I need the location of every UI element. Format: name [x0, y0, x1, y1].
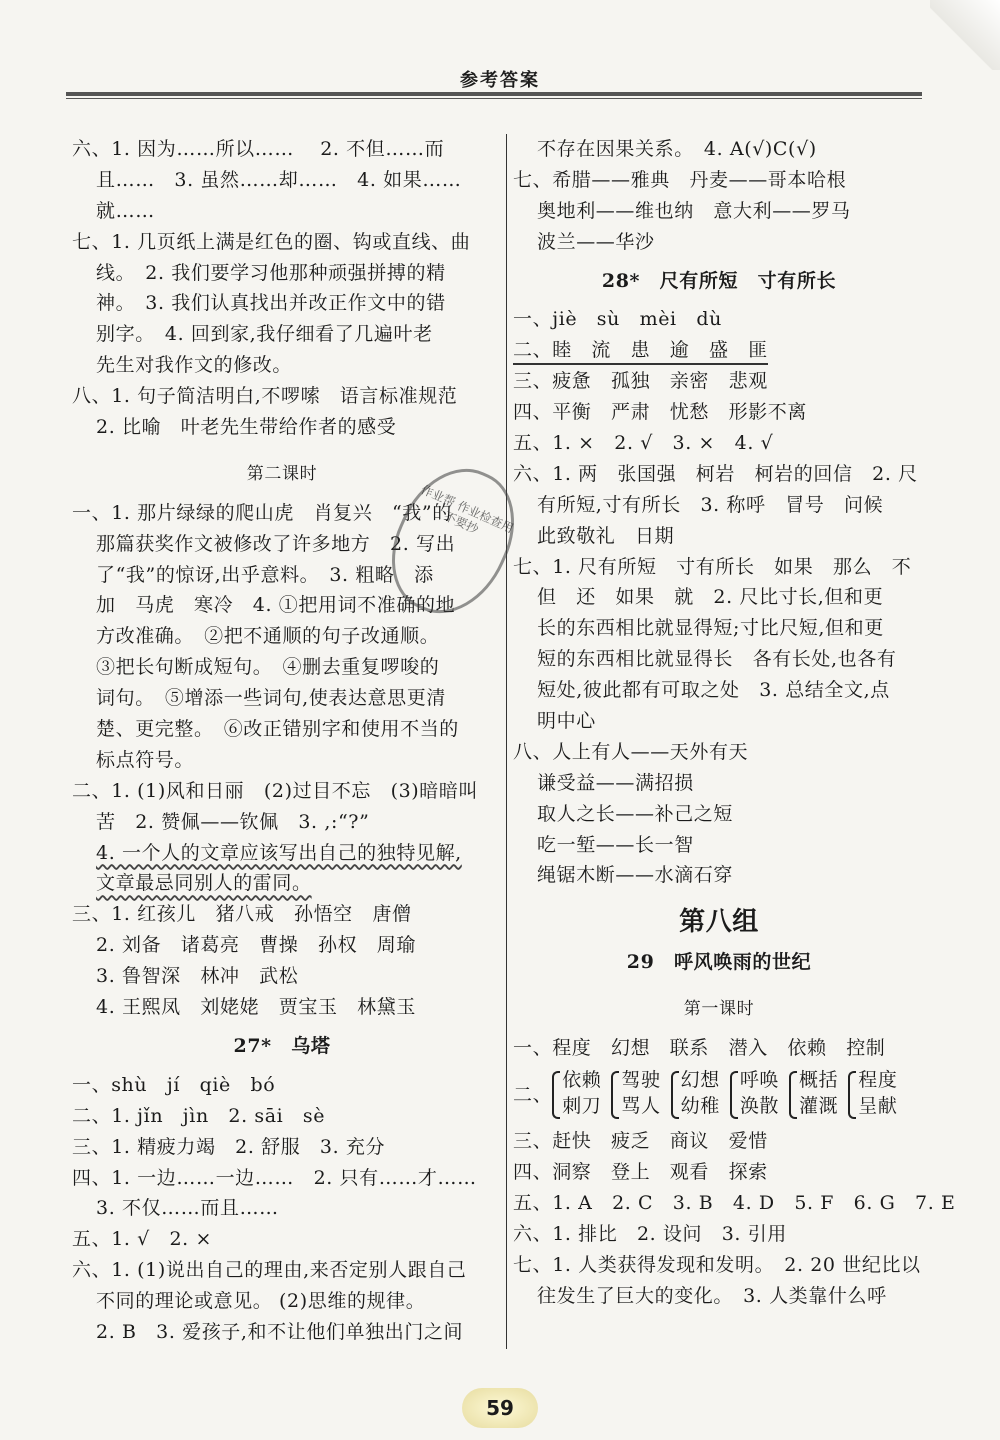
page-number: 59: [462, 1388, 538, 1428]
answer-line: 不存在因果关系。 4. A(√)C(√): [537, 138, 817, 160]
lesson-heading: 28* 尺有所短 寸有所长: [601, 269, 837, 292]
header-rule-thick: [66, 92, 922, 96]
lesson-heading: 27* 乌塔: [233, 1034, 331, 1057]
lesson-heading: 29 呼风唤雨的世纪: [626, 951, 812, 974]
answer-line-underlined: 4. 一个人的文章应该写出自己的独特见解,: [96, 841, 462, 864]
answer-line: 五、1. √ 2. ×: [72, 1228, 212, 1251]
answer-line: 往发生了巨大的变化。 3. 人类靠什么呼: [537, 1284, 887, 1307]
answer-line: 六、1. 因为……所以…… 2. 不但……而: [72, 138, 445, 160]
answer-line: 二、1. jǐn jìn 2. sāi sè: [72, 1104, 326, 1127]
answer-line: 方改准确。 ②把不通顺的句子改通顺。: [96, 625, 440, 648]
answer-line: 三、1. 红孩儿 猪八戒 孙悟空 唐僧: [72, 903, 412, 926]
answer-line: 有所短,寸有所长 3. 称呼 冒号 问候: [537, 493, 884, 516]
answer-line: 词句。 ⑤增添一些词句,使表达意思更清: [96, 687, 446, 710]
answer-line: 取人之长——补己之短: [537, 802, 734, 825]
character-pair: 程度 呈献: [848, 1067, 897, 1123]
left-column: [72, 134, 492, 1348]
answer-line: 谦受益——满招损: [537, 771, 694, 794]
answer-line-underlined: 文章最忌同别人的雷同。: [96, 872, 312, 895]
answer-line: 八、1. 句子简洁明白,不啰嗦 语言标准规范: [72, 385, 458, 408]
lesson-heading: 第二课时: [246, 463, 318, 484]
answer-line: 但 还 如果 就 2. 尺比寸长,但和更: [537, 586, 884, 609]
answer-line: 3. 不仅……而且……: [96, 1197, 279, 1220]
answer-line: 加 马虎 寒冷 4. ①把用词不准确的地: [96, 594, 456, 617]
answer-line: 绳锯木断——水滴石穿: [537, 864, 734, 887]
answer-line: 别字。 4. 回到家,我仔细看了几遍叶老: [96, 323, 433, 346]
answer-line: 长的东西相比就显得短;寸比尺短,但和更: [537, 617, 884, 640]
answer-line: 短的东西相比就显得长 各有长处,也各有: [537, 648, 897, 671]
answer-line: 五、1. × 2. √ 3. × 4. √: [513, 432, 774, 455]
answer-line: 一、程度 幻想 联系 潜入 依赖 控制: [513, 1037, 886, 1060]
answer-line: 七、1. 尺有所短 寸有所长 如果 那么 不: [513, 555, 912, 578]
answer-line: 三、1. 精疲力竭 2. 舒服 3. 充分: [72, 1135, 386, 1158]
character-pairs-row: [513, 1064, 925, 1126]
answer-line: 奥地利——维也纳 意大利——罗马: [537, 199, 851, 222]
answer-line: 那篇获奖作文被修改了许多地方 2. 写出: [96, 532, 456, 555]
watermark-stamp: 作业帮 作业检查用 不要抄: [372, 450, 534, 632]
answer-line: 标点符号。: [96, 748, 195, 771]
answer-line: 四、平衡 严肃 忧愁 形影不离: [513, 401, 808, 424]
header-rule-thin: [66, 98, 922, 99]
answer-line: 线。 2. 我们要学习他那种顽强拼搏的精: [96, 261, 446, 284]
character-pair: 概括 灌溉: [789, 1067, 838, 1123]
answer-line: 六、1. 两 张国强 柯岩 柯岩的回信 2. 尺: [513, 462, 918, 485]
answer-line: 楚、更完整。 ⑥改正错别字和使用不当的: [96, 718, 459, 741]
answer-line: 吃一堑——长一智: [537, 833, 694, 856]
answer-line: 2. 刘备 诸葛亮 曹操 孙权 周瑜: [96, 934, 416, 957]
answer-line: 明中心: [537, 710, 596, 733]
answer-line: 一、1. 那片绿绿的爬山虎 肖复兴 “我”的: [72, 501, 452, 524]
answer-line: 2. 比喻 叶老先生带给作者的感受: [96, 416, 397, 439]
page-corner-fold: [930, 0, 1000, 70]
lesson-heading: 第一课时: [683, 999, 755, 1020]
answer-line: 先生对我作文的修改。: [96, 354, 293, 377]
answer-line: 三、疲惫 孤独 亲密 悲观: [513, 370, 768, 393]
answer-line-underlined: 二、睦 流 患 逾 盛 匪: [513, 337, 768, 365]
answer-line: 且…… 3. 虽然……却…… 4. 如果……: [96, 168, 462, 191]
right-column: [513, 134, 956, 1311]
answer-line: 五、1. A 2. C 3. B 4. D 5. F 6. G 7. E: [513, 1191, 956, 1214]
column-divider: [506, 134, 507, 1349]
answer-line: 七、1. 几页纸上满是红色的圈、钩或直线、曲: [72, 230, 471, 253]
page-header-title: 参考答案: [460, 70, 540, 91]
answer-line: 七、1. 人类获得发现和发明。 2. 20 世纪比以: [513, 1253, 921, 1276]
answer-line: 六、1. (1)说出自己的理由,来否定别人跟自己: [72, 1259, 467, 1282]
character-pair: 呼唤 涣散: [730, 1067, 779, 1123]
answer-line: 就……: [96, 199, 155, 222]
answer-line: 短处,彼此都有可取之处 3. 总结全文,点: [537, 679, 890, 702]
answer-line: 波兰——华沙: [537, 230, 655, 253]
answer-line: 神。 3. 我们认真找出并改正作文中的错: [96, 292, 446, 315]
answer-line: 4. 王熙凤 刘姥姥 贾宝玉 林黛玉: [96, 996, 416, 1019]
character-pair: 依赖 刺刀: [552, 1067, 601, 1123]
answer-line: 2. B 3. 爱孩子,和不让他们单独出门之间: [96, 1320, 464, 1343]
answer-line: 二、1. (1)风和日丽 (2)过目不忘 (3)暗暗叫: [72, 779, 479, 802]
answer-line: 四、1. 一边……一边…… 2. 只有……才……: [72, 1166, 477, 1189]
group-title: 第八组: [679, 907, 759, 938]
answer-line: 六、1. 排比 2. 设问 3. 引用: [513, 1222, 787, 1245]
answer-line: 一、jiè sù mèi dù: [513, 308, 722, 331]
answer-line: 了“我”的惊讶,出乎意料。 3. 粗略 添: [96, 563, 434, 586]
character-pair: 驾驶 骂人: [611, 1067, 660, 1123]
answer-line: 三、赶快 疲乏 商议 爱惜: [513, 1130, 768, 1153]
answer-line: 苦 2. 赞佩——钦佩 3. ,:“?”: [96, 810, 370, 833]
answer-line: 不同的理论或意见。 (2)思维的规律。: [96, 1290, 426, 1313]
answer-line: 3. 鲁智深 林冲 武松: [96, 965, 299, 988]
answer-line: ③把长句断成短句。 ④删去重复啰唆的: [96, 656, 440, 679]
character-pair: 幻想 幼稚: [671, 1067, 720, 1123]
pairs-prefix: 二、: [513, 1083, 553, 1106]
answer-line: 此致敬礼 日期: [537, 524, 675, 547]
answer-line: 一、shù jí qiè bó: [72, 1073, 276, 1096]
answer-line: 七、希腊——雅典 丹麦——哥本哈根: [513, 168, 847, 191]
answer-line: 四、洞察 登上 观看 探索: [513, 1160, 768, 1183]
answer-line: 八、人上有人——天外有天: [513, 740, 749, 763]
